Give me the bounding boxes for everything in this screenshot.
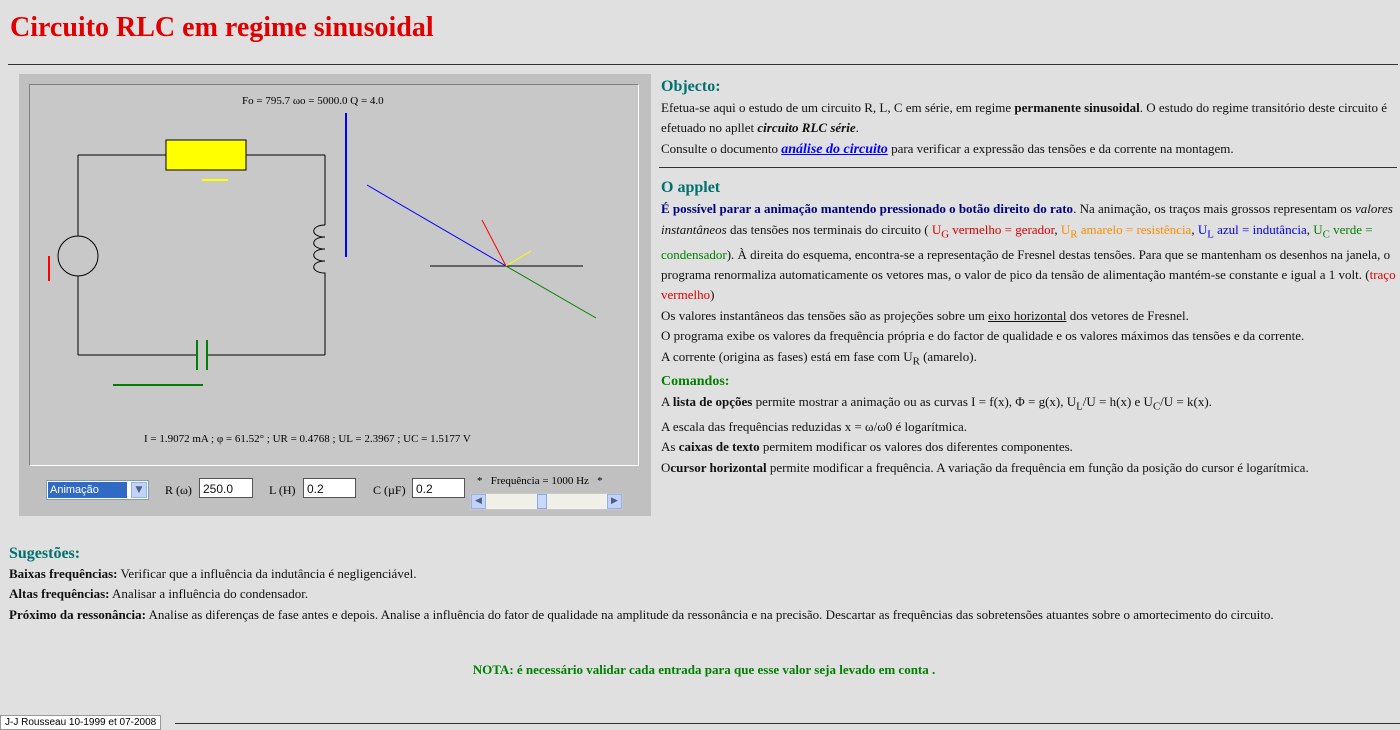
applet-paragraph-2: Os valores instantâneos das tensões são as projeções sobre um eixo horizontal dos vetores de Fresnel.	[661, 307, 1189, 323]
comandos-heading: Comandos:	[661, 373, 730, 389]
applet-paragraph-1: É possível parar a animação mantendo pressionado o botão direito do rato. Na animação, os traços mais grossos representam os valores instantâneos das tensões nos terminais do circuito ( $U_G$ vermelho = gerador, $U_R$ amarelo = resistência, $U_L$ azul = indutância, $U_C$ verde = condensador). À direita do esquema, encontra-se a representação de Fresnel destas tensões. Para que se mantenham os desenhos na janela, o programa renormaliza automaticamente os vetores mas, o valor de pico da tensão de alimentação mantém-se constante e igual a 1 volt. (traço vermelho)	[661, 201, 1396, 303]
l-input[interactable]: 0.2	[303, 478, 356, 498]
frequency-slider[interactable]	[470, 493, 623, 510]
description-panel	[661, 76, 1397, 478]
c-input[interactable]: 0.2	[412, 478, 465, 498]
sugestao-baixas: Baixas frequências: Verificar que a influência da indutância é negligenciável.	[9, 566, 417, 581]
nota-text: NOTA: é necessário validar cada entrada para que esse valor seja levado em conta .	[472, 662, 936, 677]
c-label: C (µF)	[373, 483, 406, 497]
r-input[interactable]: 250.0	[199, 478, 253, 498]
left-arrow-icon[interactable]: ◀	[471, 494, 486, 509]
sugestoes-heading: Sugestões:	[9, 545, 81, 562]
analise-link[interactable]: análise do circuito	[781, 141, 888, 157]
footer-credit: J-J Rousseau 10-1999 et 07-2008	[0, 715, 161, 730]
divider	[8, 64, 1398, 65]
resistor-symbol	[166, 140, 246, 170]
inductor-symbol	[314, 225, 325, 275]
comandos-line-1: A lista de opções permite mostrar a animação ou as curvas I = f(x), Φ = g(x), $U_L/U = h(x)$ e $U_C/U = k(x)$.	[661, 394, 1212, 413]
mode-select-value: Animação	[48, 482, 127, 498]
applet-heading: O applet	[661, 179, 721, 197]
applet-paragraph-4: A corrente (origina as fases) está em fase com $U_R$ (amarelo).	[661, 348, 977, 368]
applet-footer-readout: I = 1.9072 mA ; φ = 61.52° ; UR = 0.4768 ; UL = 2.3967 ; UC = 1.5177 V	[144, 433, 471, 445]
vector-ur	[506, 251, 531, 266]
applet-header-readout: Fo = 795.7 ωo = 5000.0 Q = 4.0	[242, 95, 384, 107]
objecto-heading: Objecto:	[661, 78, 721, 95]
rlc-applet[interactable]	[19, 74, 651, 516]
circuit-schematic	[78, 155, 325, 355]
comandos-line-4: Ocursor horizontal permite modificar a frequência. A variação da frequência em função da posição do cursor é logarítmica.	[661, 459, 1309, 475]
l-label: L (H)	[269, 483, 296, 497]
slider-thumb[interactable]	[537, 494, 547, 509]
objecto-paragraph-1: Efetua-se aqui o estudo de um circuito R, L, C em série, em regime permanente sinusoidal. O estudo do regime transitório deste circuito é efetuado no apllet circuito RLC série.	[661, 100, 1388, 136]
comandos-line-2: A escala das frequências reduzidas x = ω/ω0 é logarítmica.	[661, 419, 967, 435]
divider	[659, 167, 1397, 168]
sugestoes-section	[9, 544, 1395, 625]
applet-canvas[interactable]	[29, 84, 639, 466]
sugestao-altas: Altas frequências: Analisar a influência do condensador.	[9, 586, 309, 602]
objecto-paragraph-2: Consulte o documento análise do circuito para verificar a expressão das tensões e da corrente na montagem.	[661, 140, 1234, 157]
comandos-line-3: As caixas de texto permitem modificar os valores dos diferentes componentes.	[661, 439, 1073, 455]
applet-paragraph-3: O programa exibe os valores da frequência própria e do factor de qualidade e os valores máximos das tensões e da corrente.	[661, 328, 1305, 344]
fresnel-diagram	[367, 185, 596, 318]
generator-symbol	[58, 236, 98, 276]
right-arrow-icon[interactable]: ▶	[607, 494, 622, 509]
mode-select[interactable]	[46, 480, 149, 500]
chevron-down-icon[interactable]: ▼	[131, 482, 147, 498]
page-title: Circuito RLC em regime sinusoidal	[10, 12, 434, 43]
sugestao-ressonancia: Próximo da ressonância: Analise as diferenças de fase antes e depois. Analise a influência do fator de qualidade na amplitude da ressonância e na precisão. Descartar as frequências das sobretensões atuantes sobre o amortecimento do circuito.	[9, 606, 1274, 622]
divider	[175, 723, 1400, 724]
r-label: R (ω)	[165, 483, 192, 497]
frequency-label: * Frequência = 1000 Hz *	[477, 475, 603, 487]
vector-uc	[506, 266, 596, 318]
